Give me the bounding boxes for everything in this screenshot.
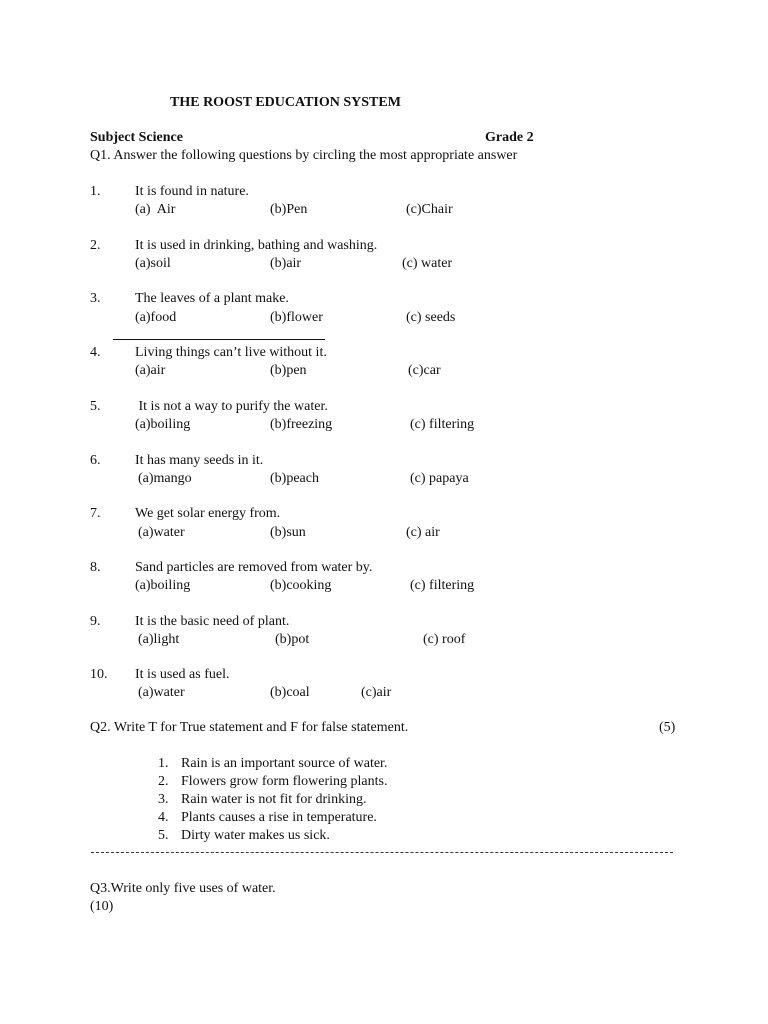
grade-label: Grade 2 <box>485 130 534 145</box>
question-text: It is not a way to purify the water. <box>135 399 328 414</box>
option-c: (c) seeds <box>406 310 456 325</box>
question-number: 1. <box>90 184 101 199</box>
option-c: (c) water <box>402 256 453 271</box>
option-c: (c)Chair <box>406 202 453 217</box>
q3-marks: (10) <box>90 899 114 914</box>
option-b: (b)cooking <box>270 578 332 593</box>
question-text: The leaves of a plant make. <box>135 291 289 306</box>
statement-text: Rain is an important source of water. <box>181 756 388 771</box>
q1-instruction: Q1. Answer the following questions by circling the most appropriate answer <box>90 148 518 163</box>
option-a: (a)air <box>135 363 166 378</box>
question-number: 10. <box>90 667 108 682</box>
q3-instruction: Q3.Write only five uses of water. <box>90 881 276 896</box>
statement-number: 3. <box>158 792 169 807</box>
q2-instruction: Q2. Write T for True statement and F for false statement. <box>90 720 409 735</box>
option-b: (b)pen <box>270 363 307 378</box>
statement-text: Dirty water makes us sick. <box>181 828 330 843</box>
question-text: It is used in drinking, bathing and washing. <box>135 238 378 253</box>
option-b: (b)flower <box>270 310 323 325</box>
option-a: (a)food <box>135 310 177 325</box>
option-c: (c) papaya <box>410 471 469 486</box>
option-b: (b)coal <box>270 685 310 700</box>
statement-number: 5. <box>158 828 169 843</box>
statement-number: 4. <box>158 810 169 825</box>
statement-number: 1. <box>158 756 169 771</box>
subject-label: Subject Science <box>90 130 183 145</box>
option-b: (b)freezing <box>270 417 333 432</box>
question-text: It has many seeds in it. <box>135 453 264 468</box>
question-number: 2. <box>90 238 101 253</box>
question-number: 3. <box>90 291 101 306</box>
question-text: Sand particles are removed from water by. <box>135 560 373 575</box>
option-a: (a)light <box>138 632 180 647</box>
question-number: 5. <box>90 399 101 414</box>
option-c: (c) filtering <box>410 417 475 432</box>
option-c: (c)car <box>408 363 441 378</box>
statement-text: Flowers grow form flowering plants. <box>181 774 388 789</box>
statement-text: Plants causes a rise in temperature. <box>181 810 377 825</box>
statement-text: Rain water is not fit for drinking. <box>181 792 367 807</box>
page-title: THE ROOST EDUCATION SYSTEM <box>170 95 401 110</box>
question-number: 4. <box>90 345 101 360</box>
option-a: (a)water <box>138 525 185 540</box>
option-a: (a)boiling <box>135 417 191 432</box>
q2-marks: (5) <box>659 720 676 735</box>
question-text: Living things can’t live without it. <box>135 345 327 360</box>
option-b: (b)air <box>270 256 302 271</box>
question-number: 6. <box>90 453 101 468</box>
question-text: It is used as fuel. <box>135 667 230 682</box>
option-c: (c) roof <box>423 632 466 647</box>
option-a: (a)soil <box>135 256 171 271</box>
option-b: (b)pot <box>275 632 310 647</box>
option-a: (a)boiling <box>135 578 191 593</box>
horizontal-rule <box>113 339 325 340</box>
question-number: 8. <box>90 560 101 575</box>
question-text: It is the basic need of plant. <box>135 614 290 629</box>
dashed-divider <box>91 852 673 853</box>
option-b: (b)Pen <box>270 202 308 217</box>
question-text: We get solar energy from. <box>135 506 281 521</box>
option-a: (a) Air <box>135 202 176 217</box>
question-number: 7. <box>90 506 101 521</box>
question-text: It is found in nature. <box>135 184 249 199</box>
option-b: (b)sun <box>270 525 306 540</box>
option-a: (a)mango <box>138 471 192 486</box>
option-b: (b)peach <box>270 471 319 486</box>
option-c: (c) air <box>406 525 440 540</box>
option-c: (c) filtering <box>410 578 475 593</box>
statement-number: 2. <box>158 774 169 789</box>
option-a: (a)water <box>138 685 185 700</box>
question-number: 9. <box>90 614 101 629</box>
option-c: (c)air <box>361 685 392 700</box>
